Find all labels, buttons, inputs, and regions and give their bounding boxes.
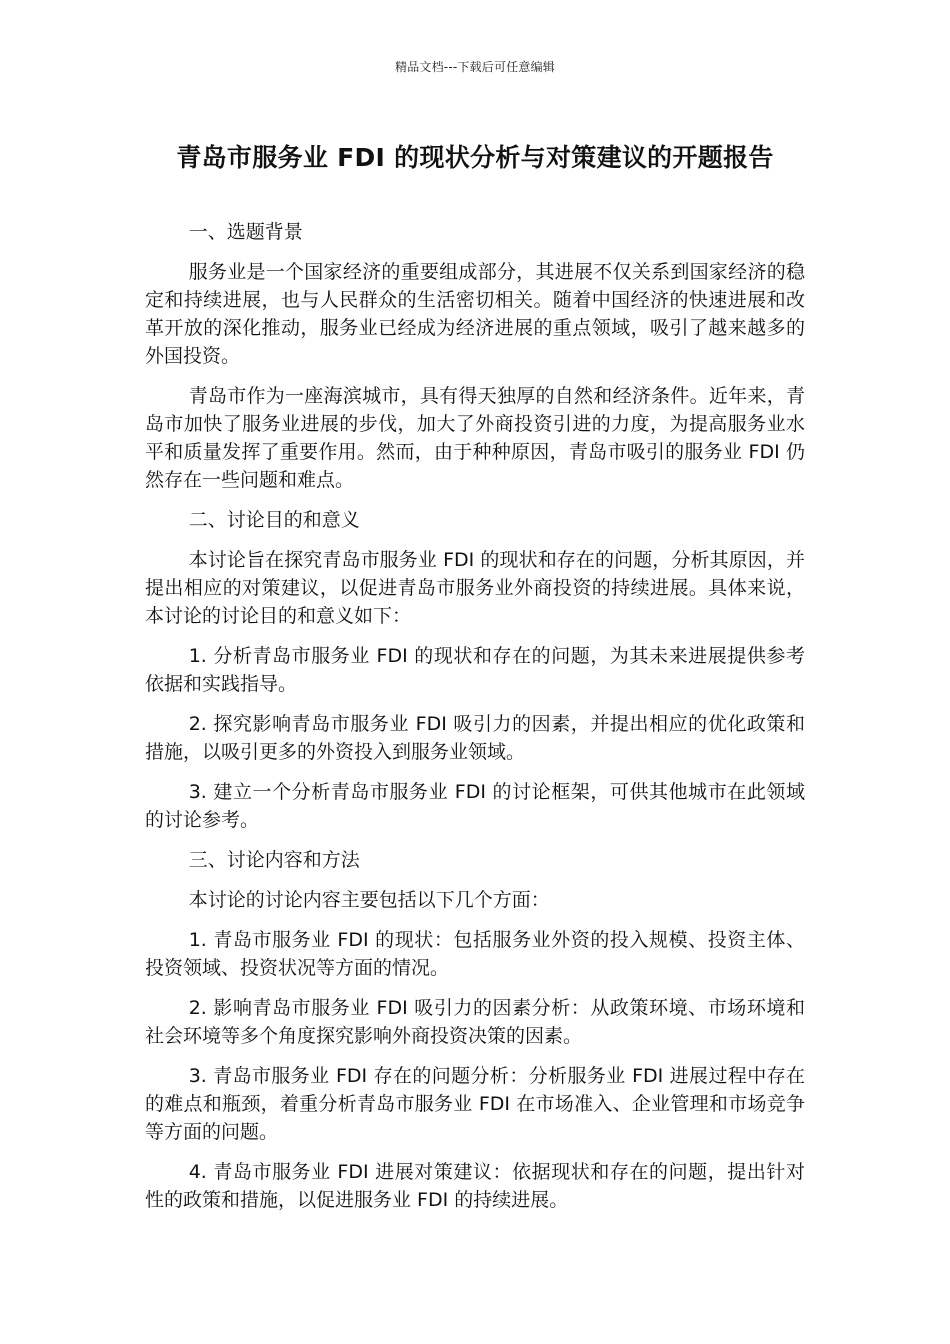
list-item: 2. 探究影响青岛市服务业 FDI 吸引力的因素，并提出相应的优化政策和措施，以吸引更多的外资投入到服务业领域。	[145, 713, 805, 763]
section-heading-content: 三、讨论内容和方法	[188, 849, 360, 871]
list-item: 4. 青岛市服务业 FDI 进展对策建议：依据现状和存在的问题，提出针对性的政策和措施，以促进服务业 FDI 的持续进展。	[145, 1161, 805, 1211]
section-heading-background: 一、选题背景	[188, 221, 303, 243]
list-item: 2. 影响青岛市服务业 FDI 吸引力的因素分析：从政策环境、市场环境和社会环境等多个角度探究影响外商投资决策的因素。	[145, 997, 805, 1047]
section-heading-purpose: 二、讨论目的和意义	[188, 509, 360, 531]
page-header: 精品文档---下载后可任意编辑	[395, 60, 555, 74]
document-body	[145, 218, 805, 1226]
paragraph: 青岛市作为一座海滨城市，具有得天独厚的自然和经济条件。近年来，青岛市加快了服务业进展的步伐，加大了外商投资引进的力度，为提高服务业水平和质量发挥了重要作用。然而，由于种种原因，青岛市吸引的服务业 FDI 仍然存在一些问题和难点。	[145, 385, 805, 491]
list-item: 3. 青岛市服务业 FDI 存在的问题分析：分析服务业 FDI 进展过程中存在的难点和瓶颈，着重分析青岛市服务业 FDI 在市场准入、企业管理和市场竞争等方面的问题。	[145, 1065, 805, 1143]
list-item: 1. 青岛市服务业 FDI 的现状：包括服务业外资的投入规模、投资主体、投资领域、投资状况等方面的情况。	[145, 929, 805, 979]
document-title: 青岛市服务业 FDI 的现状分析与对策建议的开题报告	[176, 143, 774, 172]
list-item: 3. 建立一个分析青岛市服务业 FDI 的讨论框架，可供其他城市在此领域的讨论参考。	[145, 781, 805, 831]
paragraph: 本讨论旨在探究青岛市服务业 FDI 的现状和存在的问题，分析其原因，并提出相应的对策建议，以促进青岛市服务业外商投资的持续进展。具体来说，本讨论的讨论目的和意义如下：	[145, 549, 805, 627]
paragraph: 服务业是一个国家经济的重要组成部分，其进展不仅关系到国家经济的稳定和持续进展，也与人民群众的生活密切相关。随着中国经济的快速进展和改革开放的深化推动，服务业已经成为经济进展的重点领域，吸引了越来越多的外国投资。	[145, 261, 805, 367]
paragraph: 本讨论的讨论内容主要包括以下几个方面：	[188, 889, 550, 911]
list-item: 1. 分析青岛市服务业 FDI 的现状和存在的问题，为其未来进展提供参考依据和实践指导。	[145, 645, 805, 695]
